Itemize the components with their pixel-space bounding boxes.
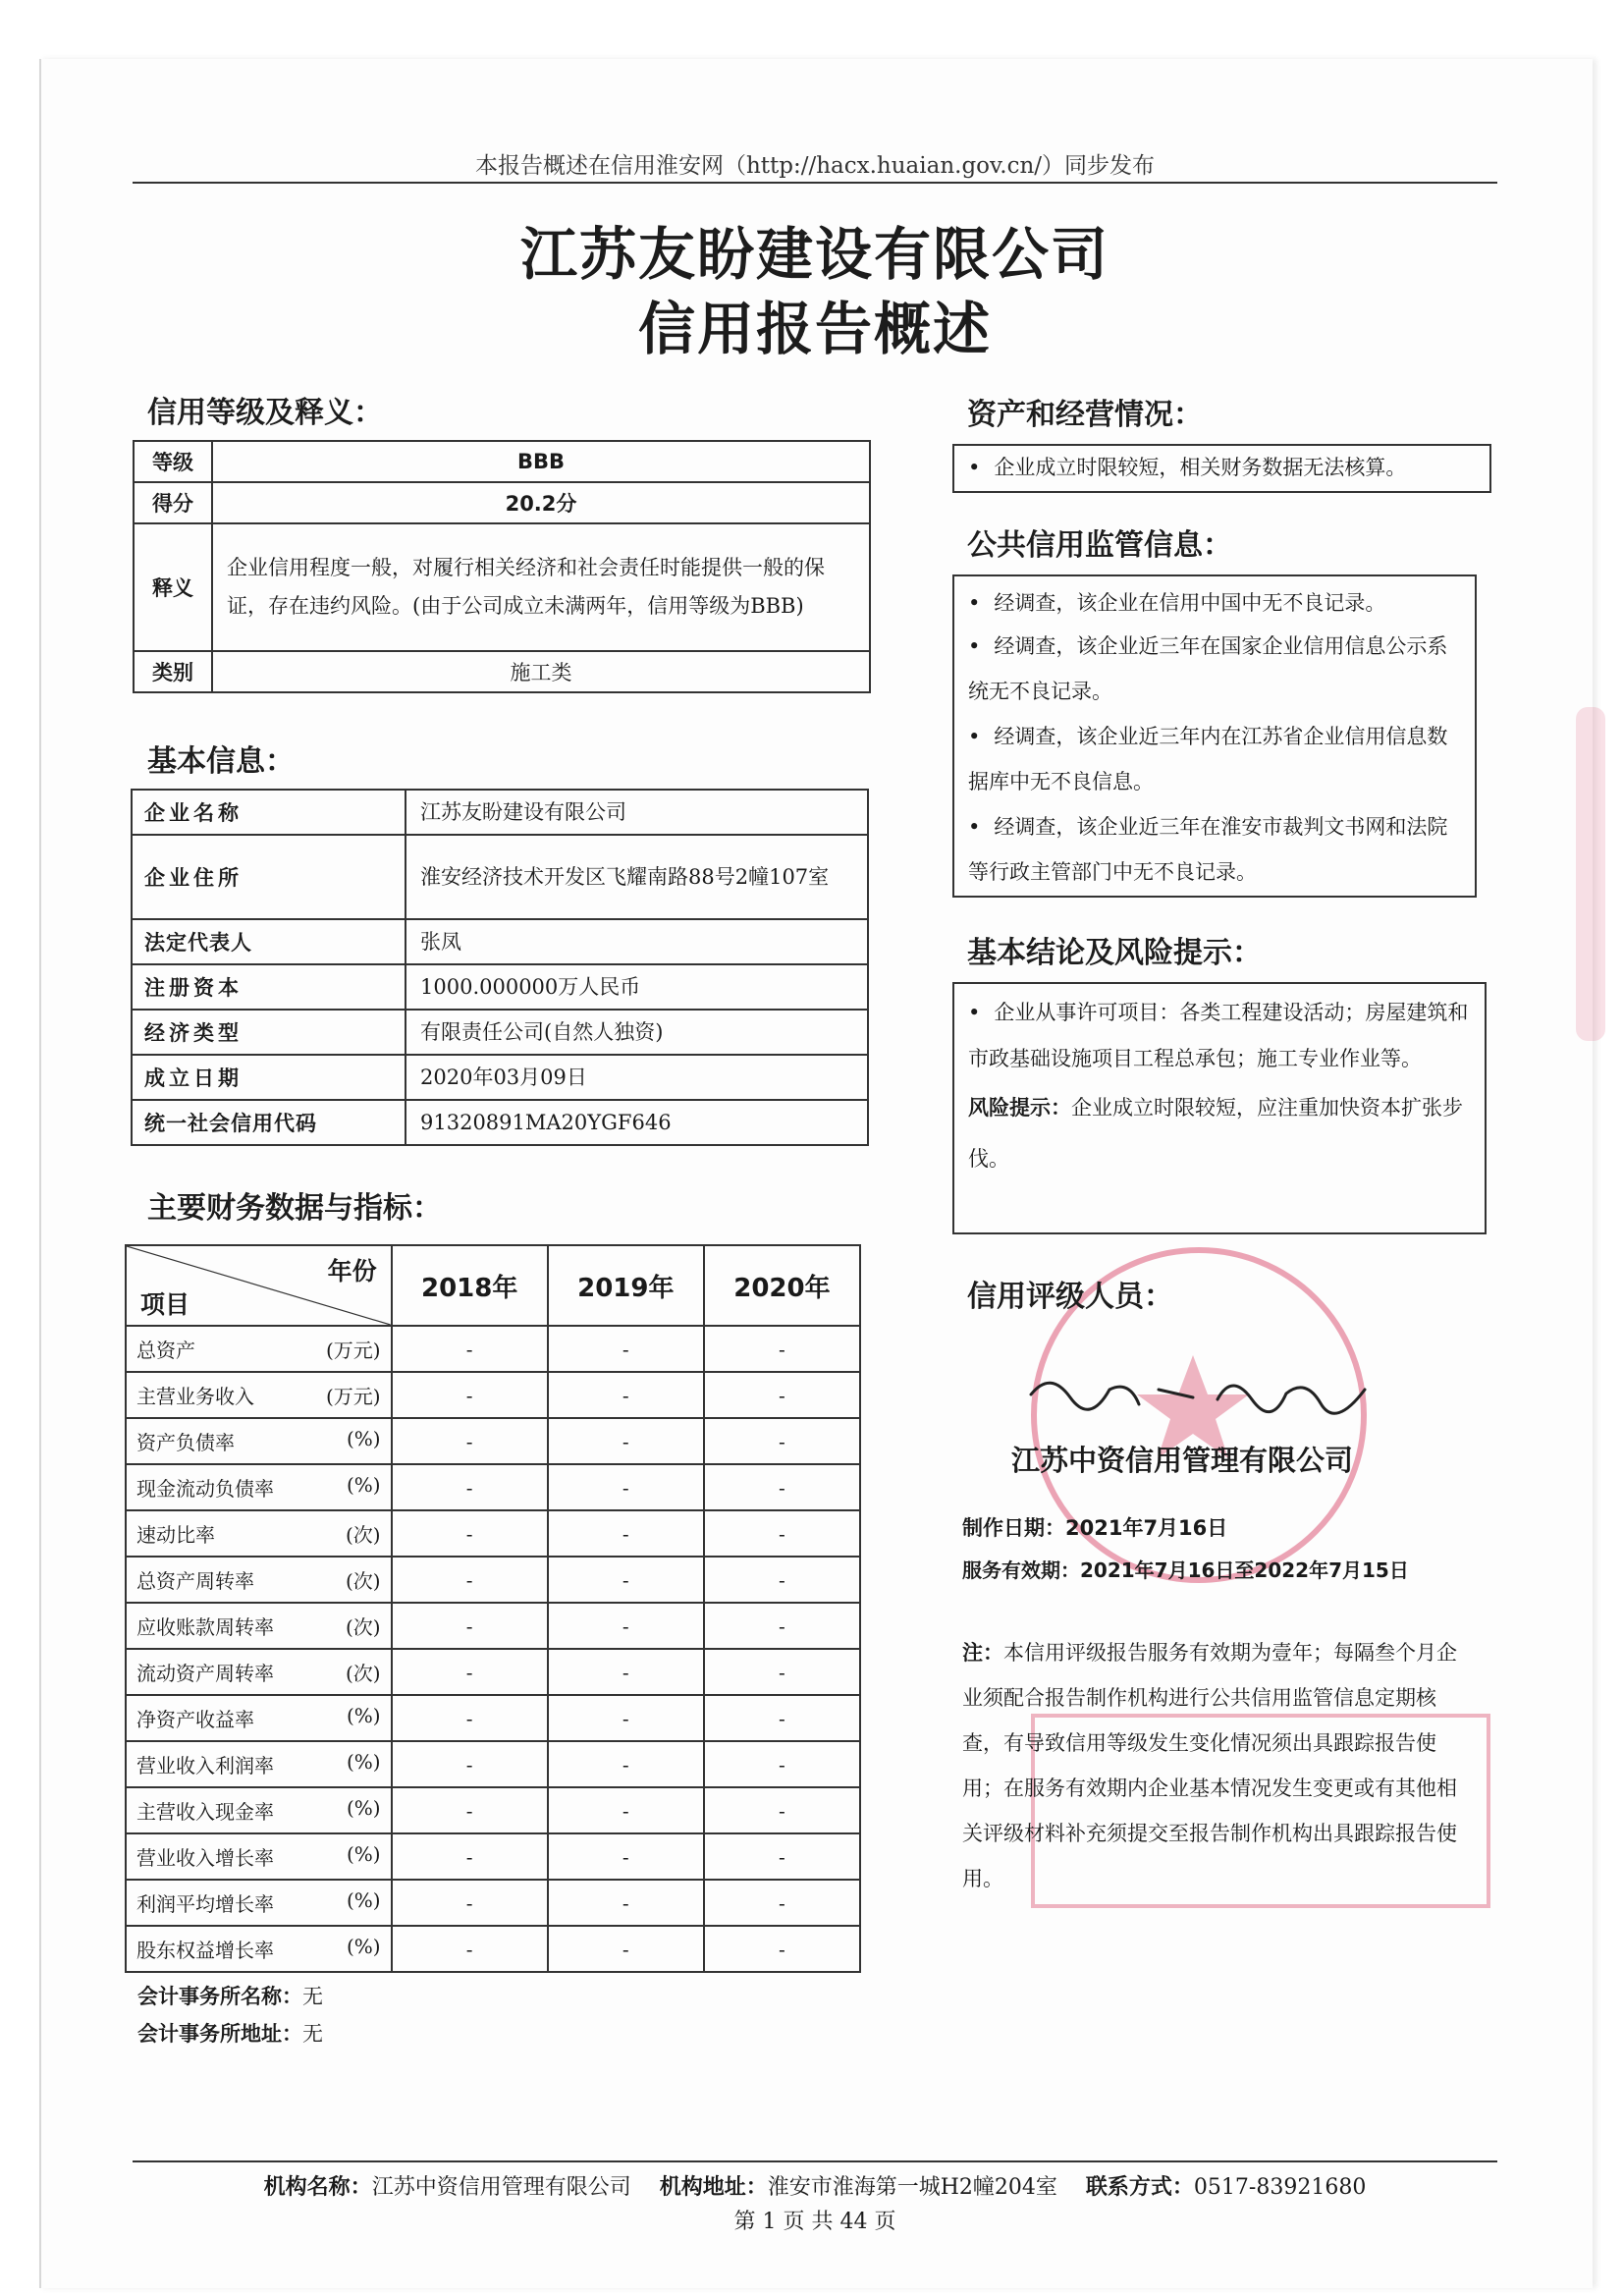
metric-name-cell <box>126 1926 392 1972</box>
basic-heading: 基本信息： <box>147 744 295 779</box>
public-item-3: • 经调查，该企业近三年内在江苏省企业信用信息数据库中无不良信息。 <box>954 714 1475 804</box>
metric-value: - <box>392 1372 548 1418</box>
metric-value: - <box>392 1418 548 1464</box>
metric-value: - <box>548 1926 704 1972</box>
table-row <box>126 1833 860 1880</box>
public-item-1: • 经调查，该企业在信用中国中无不良记录。 <box>954 576 1475 624</box>
metric-name: 现金流动负债率 <box>136 1477 274 1501</box>
metric-unit: (%) <box>347 1427 381 1450</box>
conclusion-item: • 企业从事许可项目：各类工程建设活动；房屋建筑和市政基础设施项目工程总承包；施工专业作业等。 <box>954 984 1485 1082</box>
metric-name: 速动比率 <box>136 1523 215 1547</box>
metric-unit: (次) <box>346 1662 381 1685</box>
metric-unit: (次) <box>346 1569 381 1593</box>
metric-name: 资产负债率 <box>136 1431 235 1454</box>
capital-value: 1000.000000万人民币 <box>406 964 868 1010</box>
legal-rep-value: 张凤 <box>406 919 868 964</box>
metric-name: 利润平均增长率 <box>136 1892 274 1916</box>
accounting-addr-label: 会计事务所地址： <box>137 2022 302 2046</box>
metric-value: - <box>548 1603 704 1649</box>
metric-value: - <box>704 1833 860 1880</box>
metric-value: - <box>548 1787 704 1833</box>
finance-heading: 主要财务数据与指标： <box>147 1191 442 1226</box>
metric-value: - <box>548 1557 704 1603</box>
year-2020-header: 2020年 <box>704 1245 860 1326</box>
table-row <box>126 1741 860 1787</box>
category-value: 施工类 <box>212 651 870 692</box>
metric-value: - <box>704 1880 860 1926</box>
table-row <box>126 1245 860 1326</box>
metric-value: - <box>392 1603 548 1649</box>
table-row <box>126 1418 860 1464</box>
metric-unit: (%) <box>347 1796 381 1820</box>
made-date-value: 2021年7月16日 <box>1065 1516 1228 1540</box>
table-row <box>126 1880 860 1926</box>
table-row <box>126 1557 860 1603</box>
note-block <box>962 1630 1465 1901</box>
metric-name: 营业收入增长率 <box>136 1846 274 1870</box>
metric-value: - <box>704 1926 860 1972</box>
finance-table <box>125 1244 861 1973</box>
table-row <box>132 1100 868 1145</box>
metric-name-cell <box>126 1418 392 1464</box>
table-row <box>126 1603 860 1649</box>
accounting-name-label: 会计事务所名称： <box>137 1985 302 2008</box>
table-row <box>126 1372 860 1418</box>
metric-name-cell <box>126 1649 392 1695</box>
metric-name-cell <box>126 1695 392 1741</box>
table-row <box>134 482 870 523</box>
table-row <box>132 835 868 919</box>
metric-name: 总资产周转率 <box>136 1569 254 1593</box>
credit-code-value: 91320891MA20YGF646 <box>406 1100 868 1145</box>
grade-label: 等级 <box>134 441 212 482</box>
metric-value: - <box>392 1741 548 1787</box>
metric-name: 总资产 <box>136 1339 195 1362</box>
address-label: 企业住所 <box>132 835 406 919</box>
metric-unit: (万元) <box>326 1385 381 1408</box>
meaning-value: 企业信用程度一般，对履行相关经济和社会责任时能提供一般的保证，存在违约风险。(由于公司成立未满两年，信用等级为BBB) <box>212 523 870 651</box>
metric-value: - <box>548 1833 704 1880</box>
metric-value: - <box>548 1372 704 1418</box>
metric-value: - <box>548 1464 704 1510</box>
metric-value: - <box>392 1557 548 1603</box>
note-label: 注： <box>962 1641 1003 1665</box>
metric-value: - <box>548 1326 704 1372</box>
report-title: 信用报告概述 <box>637 296 992 362</box>
public-heading: 公共信用监管信息： <box>967 528 1232 563</box>
metric-value: - <box>704 1510 860 1557</box>
company-title: 江苏友盼建设有限公司 <box>519 221 1109 288</box>
rating-table <box>133 440 871 693</box>
year-2018-header: 2018年 <box>392 1245 548 1326</box>
metric-unit: (%) <box>347 1750 381 1774</box>
metric-name: 流动资产周转率 <box>136 1662 274 1685</box>
rating-org: 江苏中资信用管理有限公司 <box>1011 1444 1354 1477</box>
metric-value: - <box>704 1695 860 1741</box>
public-item-4: • 经调查，该企业近三年在淮安市裁判文书网和法院等行政主管部门中无不良记录。 <box>954 804 1475 895</box>
footer-addr-value: 淮安市淮海第一城H2幢204室 <box>767 2175 1057 2200</box>
company-name-value: 江苏友盼建设有限公司 <box>406 790 868 835</box>
table-row <box>134 651 870 692</box>
metric-name: 营业收入利润率 <box>136 1754 274 1777</box>
metric-name-cell <box>126 1326 392 1372</box>
table-row <box>132 964 868 1010</box>
risk-text: 企业成立时限较短，应注重加快资本扩张步伐。 <box>968 1096 1463 1171</box>
corner-cell <box>126 1245 392 1326</box>
assets-heading: 资产和经营情况： <box>967 398 1203 432</box>
valid-value: 2021年7月16日至2022年7月15日 <box>1080 1558 1409 1582</box>
conclusion-heading: 基本结论及风险提示： <box>967 936 1262 970</box>
footer-rule <box>133 2160 1497 2162</box>
corner-year-label: 年份 <box>327 1257 377 1285</box>
metric-value: - <box>548 1649 704 1695</box>
footer-contact-value: 0517-83921680 <box>1193 2175 1367 2200</box>
metric-value: - <box>392 1787 548 1833</box>
table-row <box>126 1464 860 1510</box>
metric-value: - <box>392 1464 548 1510</box>
credit-code-label: 统一社会信用代码 <box>132 1100 406 1145</box>
made-date-label: 制作日期： <box>962 1516 1065 1540</box>
corner-item-label: 项目 <box>140 1290 190 1319</box>
metric-name-cell <box>126 1464 392 1510</box>
table-row <box>126 1649 860 1695</box>
header-rule <box>133 182 1497 184</box>
risk-label: 风险提示： <box>968 1096 1071 1120</box>
capital-label: 注册资本 <box>132 964 406 1010</box>
accounting-name-value: 无 <box>302 1985 323 2008</box>
header-note: 本报告概述在信用淮安网（http://hacx.huaian.gov.cn/）同步发布 <box>474 153 1156 179</box>
metric-name-cell <box>126 1372 392 1418</box>
metric-name: 主营收入现金率 <box>136 1800 274 1824</box>
accounting-name-row <box>137 1981 323 2010</box>
footer <box>133 2170 1497 2201</box>
metric-value: - <box>392 1695 548 1741</box>
table-row <box>132 790 868 835</box>
assets-box <box>952 444 1491 493</box>
score-label: 得分 <box>134 482 212 523</box>
table-row <box>126 1926 860 1972</box>
company-name-label: 企业名称 <box>132 790 406 835</box>
metric-value: - <box>392 1510 548 1557</box>
metric-value: - <box>704 1787 860 1833</box>
metric-unit: (%) <box>347 1935 381 1958</box>
note-text: 本信用评级报告服务有效期为壹年；每隔叁个月企业须配合报告制作机构进行公共信用监管信息定期核查，有导致信用等级发生变化情况须出具跟踪报告使用；在服务有效期内企业基本情况发生变更或有其他相关评级材料补充须提交至报告制作机构出具跟踪报告使用。 <box>962 1641 1457 1890</box>
assets-text: • 企业成立时限较短，相关财务数据无法核算。 <box>954 446 1489 489</box>
metric-name: 应收账款周转率 <box>136 1615 274 1639</box>
metric-name: 股东权益增长率 <box>136 1939 274 1962</box>
conclusion-box <box>952 982 1487 1234</box>
made-date-row <box>962 1512 1227 1542</box>
metric-value: - <box>704 1464 860 1510</box>
metric-name: 净资产收益率 <box>136 1708 254 1731</box>
table-row <box>132 1010 868 1055</box>
metric-name-cell <box>126 1557 392 1603</box>
footer-addr-label: 机构地址： <box>659 2175 768 2200</box>
public-item-2: • 经调查，该企业近三年在国家企业信用信息公示系统无不良记录。 <box>954 624 1475 714</box>
basic-table <box>131 789 869 1146</box>
metric-name-cell <box>126 1787 392 1833</box>
metric-unit: (次) <box>346 1523 381 1547</box>
metric-value: - <box>548 1880 704 1926</box>
edge-stamp <box>1576 707 1605 1041</box>
accounting-addr-value: 无 <box>302 2022 323 2046</box>
page-number: 第 1 页 共 44 页 <box>733 2210 896 2234</box>
metric-value: - <box>548 1695 704 1741</box>
footer-org-value: 江苏中资信用管理有限公司 <box>371 2175 631 2200</box>
founded-value: 2020年03月09日 <box>406 1055 868 1100</box>
metric-name-cell <box>126 1741 392 1787</box>
table-row <box>132 919 868 964</box>
table-row <box>132 1055 868 1100</box>
valid-row <box>962 1555 1409 1583</box>
table-row <box>134 523 870 651</box>
metric-value: - <box>392 1649 548 1695</box>
metric-unit: (%) <box>347 1473 381 1497</box>
metric-name-cell <box>126 1510 392 1557</box>
metric-value: - <box>392 1880 548 1926</box>
table-row <box>126 1695 860 1741</box>
metric-value: - <box>704 1603 860 1649</box>
footer-org-label: 机构名称： <box>263 2175 372 2200</box>
meaning-label: 释义 <box>134 523 212 651</box>
metric-value: - <box>704 1741 860 1787</box>
valid-label: 服务有效期： <box>962 1558 1080 1582</box>
metric-value: - <box>704 1418 860 1464</box>
metric-value: - <box>392 1926 548 1972</box>
legal-rep-label: 法定代表人 <box>132 919 406 964</box>
econ-type-value: 有限责任公司(自然人独资) <box>406 1010 868 1055</box>
metric-unit: (万元) <box>326 1339 381 1362</box>
public-box <box>952 574 1477 898</box>
rating-heading: 信用等级及释义： <box>147 396 383 430</box>
metric-name-cell <box>126 1833 392 1880</box>
table-row <box>126 1787 860 1833</box>
metric-value: - <box>704 1372 860 1418</box>
metric-value: - <box>548 1741 704 1787</box>
metric-value: - <box>548 1510 704 1557</box>
metric-value: - <box>392 1326 548 1372</box>
footer-contact-label: 联系方式： <box>1085 2175 1194 2200</box>
metric-name-cell <box>126 1880 392 1926</box>
metric-name-cell <box>126 1603 392 1649</box>
address-value: 淮安经济技术开发区飞耀南路88号2幢107室 <box>406 835 868 919</box>
metric-unit: (%) <box>347 1842 381 1866</box>
metric-value: - <box>704 1557 860 1603</box>
metric-value: - <box>392 1833 548 1880</box>
metric-value: - <box>704 1326 860 1372</box>
finance-body <box>126 1326 860 1972</box>
accounting-addr-row <box>137 2018 323 2048</box>
metric-unit: (%) <box>347 1888 381 1912</box>
grade-value: BBB <box>212 441 870 482</box>
score-value: 20.2分 <box>212 482 870 523</box>
metric-name: 主营业务收入 <box>136 1385 254 1408</box>
metric-unit: (%) <box>347 1704 381 1727</box>
raters-heading: 信用评级人员： <box>967 1280 1173 1314</box>
year-2019-header: 2019年 <box>548 1245 704 1326</box>
risk-row <box>954 1082 1485 1184</box>
metric-value: - <box>704 1649 860 1695</box>
table-row <box>126 1510 860 1557</box>
econ-type-label: 经济类型 <box>132 1010 406 1055</box>
founded-label: 成立日期 <box>132 1055 406 1100</box>
signature-icon <box>1021 1360 1394 1429</box>
metric-value: - <box>548 1418 704 1464</box>
metric-unit: (次) <box>346 1615 381 1639</box>
category-label: 类别 <box>134 651 212 692</box>
table-row <box>126 1326 860 1372</box>
table-row <box>134 441 870 482</box>
